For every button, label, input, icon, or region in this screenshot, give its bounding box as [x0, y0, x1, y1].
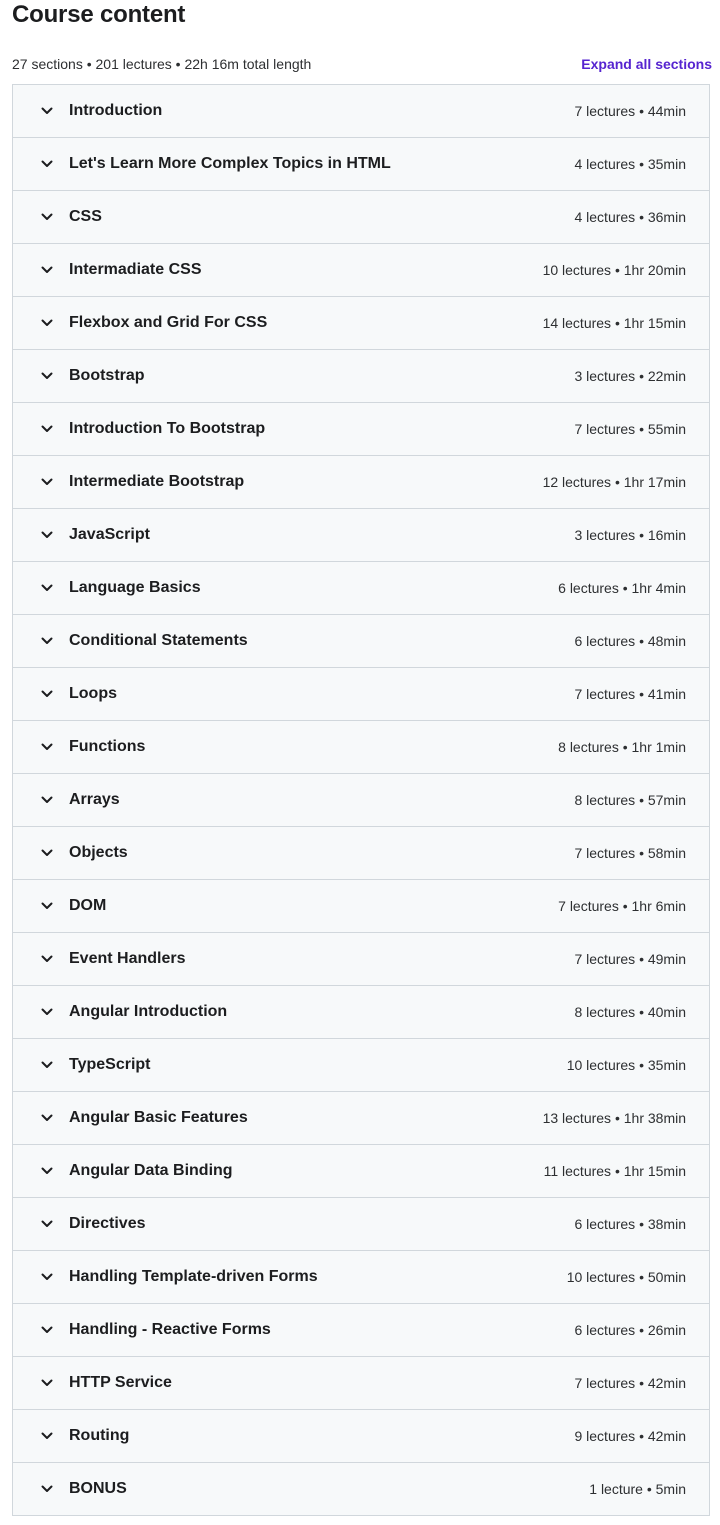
section-header[interactable]	[13, 1304, 709, 1357]
section-header[interactable]	[13, 244, 709, 297]
section-meta: 6 lectures • 26min	[574, 1322, 686, 1338]
section-title: DOM	[69, 897, 107, 914]
chevron-down-icon	[40, 846, 54, 860]
section-header[interactable]	[13, 1198, 709, 1251]
chevron-down-icon	[40, 263, 54, 277]
section-title: Angular Data Binding	[69, 1162, 233, 1179]
section-meta: 6 lectures • 1hr 4min	[558, 580, 686, 596]
section-meta: 7 lectures • 55min	[574, 421, 686, 437]
section-header[interactable]	[13, 297, 709, 350]
section-header[interactable]	[13, 668, 709, 721]
section-title: Functions	[69, 738, 146, 755]
section-header[interactable]	[13, 1357, 709, 1410]
chevron-down-icon	[40, 210, 54, 224]
section-title: Introduction	[69, 102, 163, 119]
section-meta: 4 lectures • 35min	[574, 156, 686, 172]
section-header[interactable]	[13, 986, 709, 1039]
section-title: Bootstrap	[69, 367, 145, 384]
chevron-down-icon	[40, 1058, 54, 1072]
section-header[interactable]	[13, 827, 709, 880]
section-header[interactable]	[13, 85, 709, 138]
section-header[interactable]	[13, 1039, 709, 1092]
section-meta: 3 lectures • 22min	[574, 368, 686, 384]
section-header[interactable]	[13, 774, 709, 827]
section-header[interactable]	[13, 191, 709, 244]
section-header[interactable]	[13, 615, 709, 668]
section-meta: 6 lectures • 38min	[574, 1216, 686, 1232]
chevron-down-icon	[40, 952, 54, 966]
chevron-down-icon	[40, 1482, 54, 1496]
section-meta: 8 lectures • 57min	[574, 792, 686, 808]
chevron-down-icon	[40, 1429, 54, 1443]
chevron-down-icon	[40, 1376, 54, 1390]
section-title: Angular Introduction	[69, 1003, 228, 1020]
chevron-down-icon	[40, 1164, 54, 1178]
chevron-down-icon	[40, 157, 54, 171]
section-title: Angular Basic Features	[69, 1109, 248, 1126]
section-header[interactable]	[13, 1251, 709, 1304]
section-title: Flexbox and Grid For CSS	[69, 314, 268, 331]
chevron-down-icon	[40, 316, 54, 330]
section-header[interactable]	[13, 1463, 709, 1516]
section-meta: 12 lectures • 1hr 17min	[542, 474, 686, 490]
chevron-down-icon	[40, 634, 54, 648]
section-meta: 7 lectures • 49min	[574, 951, 686, 967]
chevron-down-icon	[40, 1111, 54, 1125]
section-title: Objects	[69, 844, 128, 861]
course-summary-row	[12, 54, 712, 74]
section-title: Let's Learn More Complex Topics in HTML	[69, 155, 391, 172]
section-title: TypeScript	[69, 1056, 151, 1073]
section-header[interactable]	[13, 350, 709, 403]
chevron-down-icon	[40, 899, 54, 913]
section-title: Event Handlers	[69, 950, 186, 967]
chevron-down-icon	[40, 1005, 54, 1019]
section-title: Handling Template-driven Forms	[69, 1268, 318, 1285]
section-meta: 7 lectures • 58min	[574, 845, 686, 861]
section-header[interactable]	[13, 721, 709, 774]
section-meta: 8 lectures • 40min	[574, 1004, 686, 1020]
section-header[interactable]	[13, 933, 709, 986]
section-meta: 10 lectures • 35min	[566, 1057, 686, 1073]
section-title: BONUS	[69, 1480, 127, 1497]
section-title: Conditional Statements	[69, 632, 248, 649]
section-meta: 11 lectures • 1hr 15min	[543, 1163, 686, 1179]
expand-all-sections-button[interactable]: Expand all sections	[581, 56, 712, 72]
section-meta: 1 lecture • 5min	[589, 1481, 686, 1497]
page-title: Course content	[12, 1, 186, 28]
section-meta: 14 lectures • 1hr 15min	[542, 315, 686, 331]
section-title: Routing	[69, 1427, 130, 1444]
section-title: CSS	[69, 208, 102, 225]
section-title: Intermediate Bootstrap	[69, 473, 245, 490]
section-header[interactable]	[13, 1092, 709, 1145]
section-header[interactable]	[13, 1410, 709, 1463]
section-meta: 7 lectures • 1hr 6min	[558, 898, 686, 914]
chevron-down-icon	[40, 1323, 54, 1337]
section-meta: 10 lectures • 1hr 20min	[542, 262, 686, 278]
section-header[interactable]	[13, 509, 709, 562]
chevron-down-icon	[40, 369, 54, 383]
section-meta: 4 lectures • 36min	[574, 209, 686, 225]
section-title: JavaScript	[69, 526, 150, 543]
section-title: Intermadiate CSS	[69, 261, 202, 278]
chevron-down-icon	[40, 475, 54, 489]
section-title: HTTP Service	[69, 1374, 172, 1391]
section-meta: 13 lectures • 1hr 38min	[542, 1110, 686, 1126]
section-header[interactable]	[13, 403, 709, 456]
chevron-down-icon	[40, 1270, 54, 1284]
chevron-down-icon	[40, 687, 54, 701]
section-title: Arrays	[69, 791, 120, 808]
section-meta: 9 lectures • 42min	[574, 1428, 686, 1444]
section-header[interactable]	[13, 1145, 709, 1198]
chevron-down-icon	[40, 104, 54, 118]
chevron-down-icon	[40, 740, 54, 754]
section-meta: 8 lectures • 1hr 1min	[558, 739, 686, 755]
section-header[interactable]	[13, 562, 709, 615]
section-title: Introduction To Bootstrap	[69, 420, 266, 437]
section-title: Language Basics	[69, 579, 201, 596]
chevron-down-icon	[40, 422, 54, 436]
course-summary: 27 sections • 201 lectures • 22h 16m total length	[12, 56, 312, 72]
section-meta: 7 lectures • 44min	[574, 103, 686, 119]
section-title: Loops	[69, 685, 117, 702]
section-title: Handling - Reactive Forms	[69, 1321, 271, 1338]
section-header[interactable]	[13, 138, 709, 191]
section-meta: 7 lectures • 42min	[574, 1375, 686, 1391]
section-meta: 3 lectures • 16min	[574, 527, 686, 543]
section-meta: 10 lectures • 50min	[566, 1269, 686, 1285]
chevron-down-icon	[40, 528, 54, 542]
chevron-down-icon	[40, 1217, 54, 1231]
section-header[interactable]	[13, 880, 709, 933]
section-meta: 7 lectures • 41min	[574, 686, 686, 702]
section-title: Directives	[69, 1215, 146, 1232]
chevron-down-icon	[40, 581, 54, 595]
section-header[interactable]	[13, 456, 709, 509]
section-meta: 6 lectures • 48min	[574, 633, 686, 649]
chevron-down-icon	[40, 793, 54, 807]
section-list	[12, 84, 710, 1516]
